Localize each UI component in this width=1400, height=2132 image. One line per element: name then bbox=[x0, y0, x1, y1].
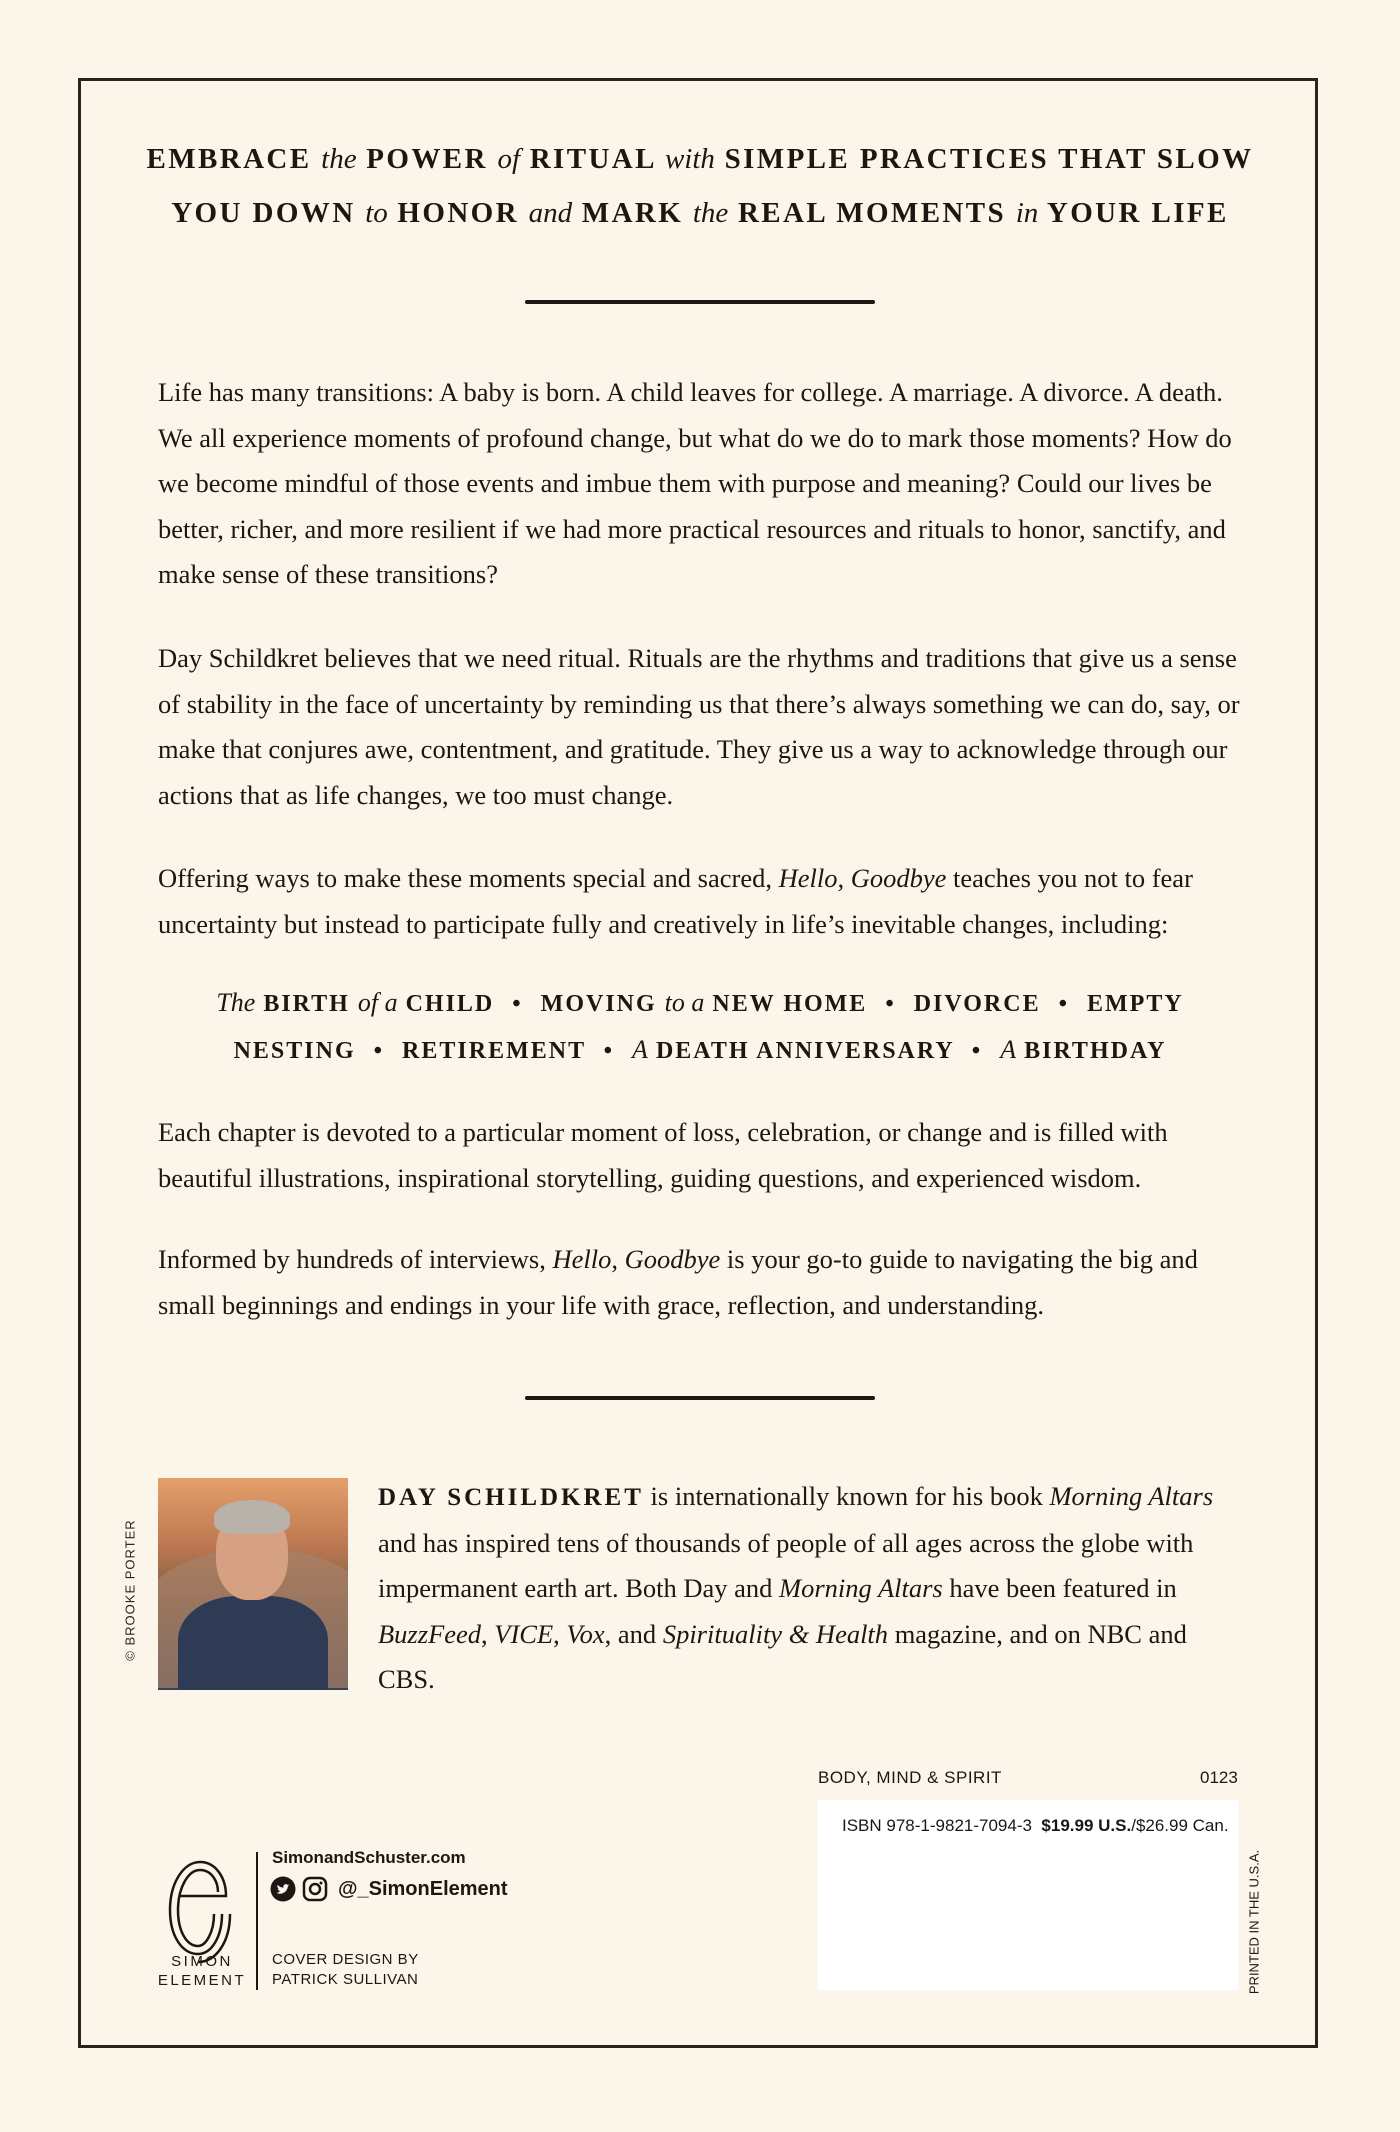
book-title: Hello, Goodbye bbox=[552, 1244, 721, 1274]
social-handle[interactable]: @_SimonElement bbox=[338, 1877, 508, 1900]
bullet: • bbox=[1058, 991, 1069, 1017]
author-bio: DAY SCHILDKRET is internationally known for his book Morning Altars and has inspired tens of thousands of people of all ages across the globe with impermanent earth art. Both Day and Morning Altars have been featured in BuzzFeed, VICE, Vox, and Spirituality & Health magazine, and on NBC and CBS. bbox=[378, 1481, 1214, 1694]
book-title: Hello, Goodbye bbox=[778, 863, 947, 893]
bullet: • bbox=[885, 991, 896, 1017]
publisher-website-link[interactable]: SimonandSchuster.com bbox=[272, 1848, 466, 1867]
occasions-list: The BIRTH of a CHILD • MOVING to a NEW HOME • DIVORCE • EMPTY NESTING • RETIREMENT • A DEATH ANNIVERSARY • A BIRTHDAY bbox=[216, 988, 1184, 1064]
tagline-line-2: YOU DOWN to HONOR and MARK the REAL MOMENTS in YOUR LIFE bbox=[171, 197, 1229, 229]
publisher-divider bbox=[256, 1852, 258, 1990]
author-name: DAY SCHILDKRET bbox=[378, 1484, 644, 1511]
divider-rule-top bbox=[525, 300, 875, 304]
paragraph-offering: Offering ways to make these moments special and sacred, Hello, Goodbye teaches you not to fear uncertainty but instead to participate fully and creatively in life’s inevitable changes, including: bbox=[158, 863, 1193, 939]
printed-in-label: PRINTED IN THE U.S.A. bbox=[1246, 1849, 1262, 1995]
simon-element-logo-icon bbox=[160, 1852, 246, 1964]
category-code: 0123 bbox=[1200, 1768, 1238, 1787]
author-photo bbox=[158, 1478, 348, 1690]
twitter-icon[interactable] bbox=[270, 1876, 296, 1902]
bullet: • bbox=[373, 1038, 385, 1064]
tagline-line-1: EMBRACE the POWER of RITUAL with SIMPLE PRACTICES THAT SLOW bbox=[146, 143, 1254, 175]
category-label: BODY, MIND & SPIRIT bbox=[818, 1768, 1002, 1787]
cover-design-credit: COVER DESIGN BY PATRICK SULLIVAN bbox=[272, 1951, 419, 1988]
photo-credit: © BROOKE PORTER bbox=[122, 1519, 138, 1661]
paragraph-informed: Informed by hundreds of interviews, Hello, Goodbye is your go-to guide to navigating the big and small beginnings and endings in your life with grace, reflection, and understanding. bbox=[158, 1244, 1198, 1320]
bullet: • bbox=[512, 991, 523, 1017]
instagram-icon[interactable] bbox=[302, 1876, 328, 1902]
paragraph-chapters: Each chapter is devoted to a particular moment of loss, celebration, or change and is filled with beautiful illustrations, inspirational storytelling, guiding questions, and experienced wisdom. bbox=[158, 1117, 1168, 1193]
publisher-logo-text: SIMON ELEMENT bbox=[157, 1953, 247, 1989]
paragraph-transitions: Life has many transitions: A baby is born. A child leaves for college. A marriage. A divorce. A death. We all experience moments of profound change, but what do we do to mark those moments? How do we become mindful of those events and imbue them with purpose and meaning? Could our lives be better, richer, and more resilient if we had more practical resources and rituals to honor, sanctify, and make sense of these transitions? bbox=[158, 377, 1232, 589]
bullet: • bbox=[603, 1038, 615, 1064]
paragraph-ritual: Day Schildkret believes that we need ritual. Rituals are the rhythms and traditions that give us a sense of stability in the face of uncertainty by reminding us that there’s always something we can do, say, or make that conjures awe, contentment, and gratitude. They give us a way to acknowledge through our actions that as life changes, we too must change. bbox=[158, 643, 1240, 810]
bullet: • bbox=[971, 1038, 983, 1064]
tagline bbox=[80, 132, 1320, 240]
divider-rule-bottom bbox=[525, 1396, 875, 1400]
social-links bbox=[270, 1876, 508, 1902]
isbn-price: ISBN 978-1-9821-7094-3 $19.99 U.S./$26.99 Can. bbox=[842, 1816, 1229, 1835]
